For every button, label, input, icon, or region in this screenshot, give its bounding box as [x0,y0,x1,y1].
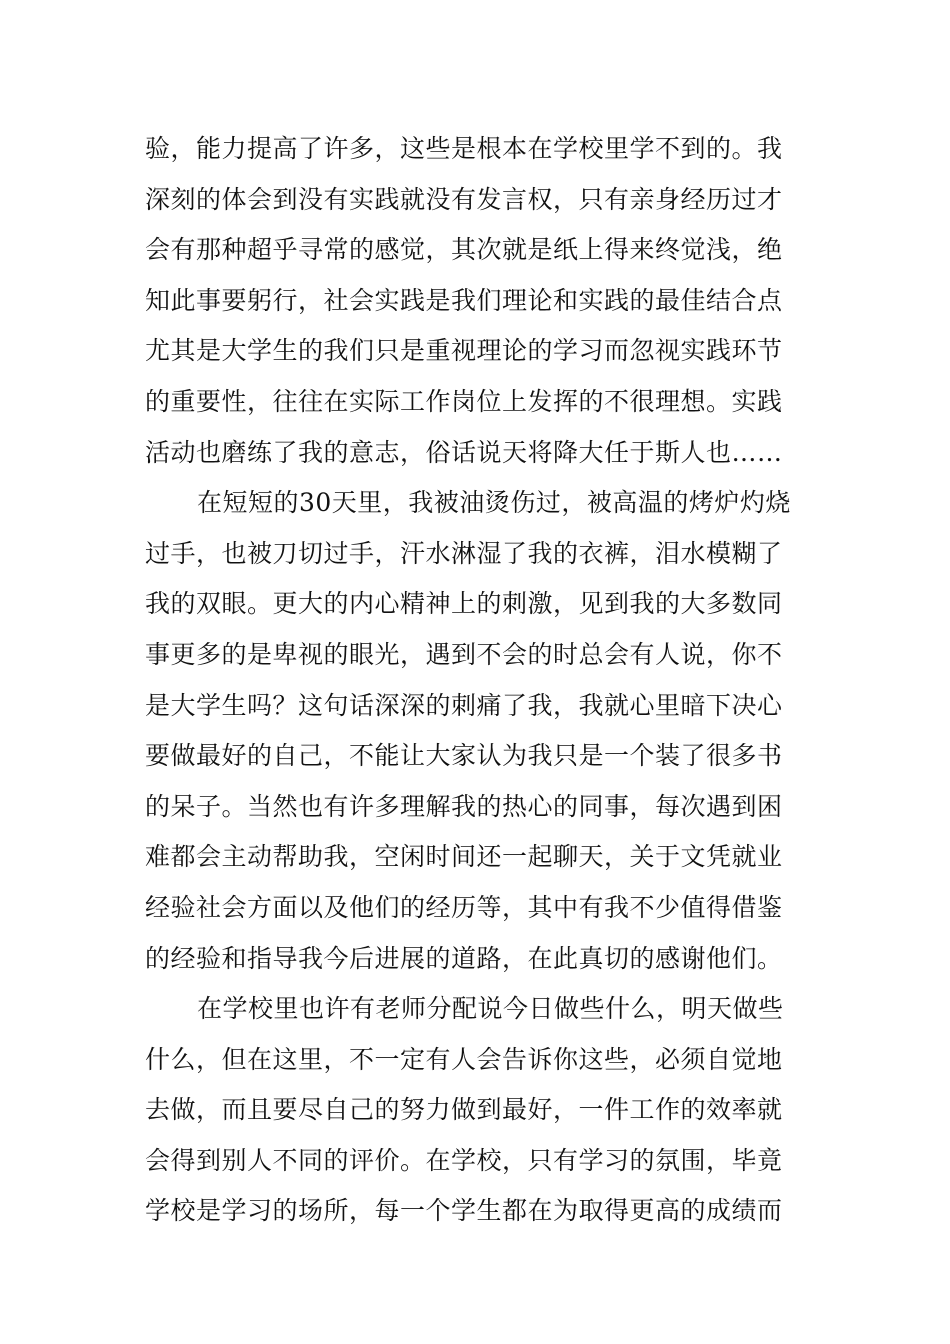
text-line: 事更多的是卑视的眼光，遇到不会的时总会有人说，你不 [145,639,783,669]
text-line: 尤其是大学生的我们只是重视理论的学习而忽视实践环节 [145,336,783,366]
text-line: 学校是学习的场所，每一个学生都在为取得更高的成绩而 [145,1196,783,1226]
text-line: 去做，而且要尽自己的努力做到最好，一件工作的效率就 [145,1095,783,1125]
text-line: 知此事要躬行，社会实践是我们理论和实践的最佳结合点 [145,285,783,315]
text-line: 是大学生吗？这句话深深的刺痛了我，我就心里暗下决心 [145,690,783,720]
text-line: 深刻的体会到没有实践就没有发言权，只有亲身经历过才 [145,184,783,214]
paragraph-start-line: 在短短的30天里，我被油烫伤过，被高温的烤炉灼烧 [197,488,791,518]
text-line: 会得到别人不同的评价。在学校，只有学习的氛围，毕竟 [145,1145,783,1175]
text-line: 经验社会方面以及他们的经历等，其中有我不少值得借鉴 [145,892,783,922]
text-line: 的重要性，往往在实际工作岗位上发挥的不很理想。实践 [145,386,783,416]
text-line: 的经验和指导我今后进展的道路，在此真切的感谢他们。 [145,943,783,973]
text-line: 难都会主动帮助我，空闲时间还一起聊天，关于文凭就业 [145,842,783,872]
text-line: 过手，也被刀切过手，汗水淋湿了我的衣裤，泪水模糊了 [145,538,783,568]
paragraph-start-line: 在学校里也许有老师分配说今日做些什么，明天做些 [197,994,784,1024]
text-line: 验，能力提高了许多，这些是根本在学校里学不到的。我 [145,134,783,163]
text-line: 要做最好的自己，不能让大家认为我只是一个装了很多书 [145,741,783,771]
text-line: 我的双眼。更大的内心精神上的刺激，见到我的大多数同 [145,589,783,619]
text-line: 会有那种超乎寻常的感觉，其次就是纸上得来终觉浅，绝 [145,235,783,265]
text-line: 的呆子。当然也有许多理解我的热心的同事，每次遇到困 [145,791,783,821]
text-line: 活动也磨练了我的意志，俗话说天将降大任于斯人也…… [145,437,783,467]
body-text [145,124,810,1237]
text-line: 什么，但在这里，不一定有人会告诉你这些，必须自觉地 [145,1044,783,1074]
